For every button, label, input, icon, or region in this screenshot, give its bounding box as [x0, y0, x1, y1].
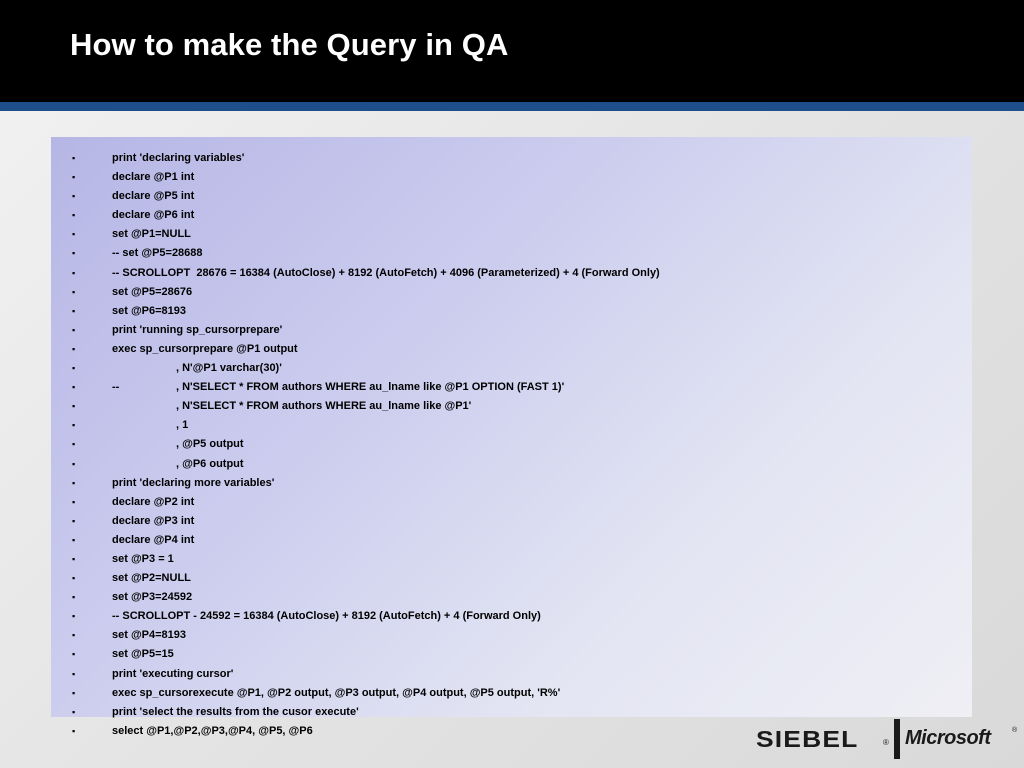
- bullet-icon: ▪: [72, 515, 76, 526]
- bullet-icon: ▪: [72, 382, 76, 393]
- bullet-icon: ▪: [72, 439, 76, 450]
- bullet-icon: ▪: [72, 649, 76, 660]
- code-line-text: print 'executing cursor': [112, 667, 234, 680]
- bullet-icon: ▪: [72, 687, 76, 698]
- code-line-text: declare @P5 int: [112, 190, 195, 203]
- code-line-text: set @P3=24592: [112, 591, 193, 604]
- code-line-text: -- SCROLLOPT - 24592 = 16384 (AutoClose) + 8192 (AutoFetch) + 4 (Forward Only): [112, 610, 541, 623]
- bullet-icon: ▪: [72, 324, 76, 335]
- code-line-param: , @P6 output: [176, 457, 244, 470]
- header-stripe: [0, 102, 1024, 111]
- bullet-icon: ▪: [72, 191, 76, 202]
- code-line-param: , @P5 output: [176, 438, 244, 451]
- code-line-text: set @P6=8193: [112, 304, 187, 317]
- bullet-icon: ▪: [72, 153, 76, 163]
- code-line-text: set @P5=28676: [112, 285, 193, 298]
- code-line-text: print 'declaring variables': [112, 152, 245, 164]
- siebel-microsoft-logo: [756, 716, 1018, 762]
- code-line-text: declare @P6 int: [112, 209, 195, 222]
- code-line-text: set @P4=8193: [112, 629, 187, 642]
- bullet-icon: ▪: [72, 229, 76, 240]
- bullet-icon: ▪: [72, 534, 76, 545]
- code-line-text: set @P3 = 1: [112, 552, 174, 565]
- microsoft-logo-text: Microsoft: [905, 727, 991, 749]
- bullet-icon: ▪: [72, 592, 76, 603]
- code-line-text: -- SCROLLOPT 28676 = 16384 (AutoClose) + 8192 (AutoFetch) + 4096 (Parameterized) + 4 (Forward Only): [112, 266, 660, 279]
- bullet-icon: ▪: [72, 496, 76, 507]
- bullet-icon: ▪: [72, 267, 76, 278]
- bullet-icon: ▪: [72, 573, 76, 584]
- code-line-text: set @P5=15: [112, 648, 174, 661]
- bullet-icon: ▪: [72, 343, 76, 354]
- microsoft-registered-mark: ®: [1012, 727, 1018, 734]
- logo-divider: [894, 719, 900, 759]
- code-line-param: , N'@P1 varchar(30)': [176, 362, 282, 375]
- siebel-registered-mark: ®: [883, 738, 889, 747]
- code-line-param: , N'SELECT * FROM authors WHERE au_lname like @P1 OPTION (FAST 1)': [176, 381, 565, 394]
- code-line-text: set @P1=NULL: [112, 228, 191, 241]
- code-line-text: print 'running sp_cursorprepare': [112, 323, 283, 336]
- bullet-icon: ▪: [72, 725, 76, 736]
- bullet-icon: ▪: [72, 305, 76, 316]
- code-line-text: print 'declaring more variables': [112, 476, 275, 489]
- bullet-icon: ▪: [72, 286, 76, 297]
- code-line-text: -- set @P5=28688: [112, 247, 203, 260]
- bullet-icon: ▪: [72, 401, 76, 412]
- bullet-icon: ▪: [72, 248, 76, 259]
- code-line-param: , N'SELECT * FROM authors WHERE au_lname like @P1': [176, 400, 472, 413]
- code-line-text: declare @P3 int: [112, 514, 195, 527]
- bullet-icon: ▪: [72, 363, 76, 374]
- bullet-icon: ▪: [72, 630, 76, 641]
- code-line-param: , 1: [176, 419, 189, 432]
- code-line-text: set @P2=NULL: [112, 572, 191, 585]
- code-line-text: print 'select the results from the cusor execute': [112, 705, 359, 718]
- code-line-text: --: [112, 381, 120, 394]
- code-line-text: exec sp_cursorprepare @P1 output: [112, 342, 298, 355]
- bullet-icon: ▪: [72, 172, 76, 183]
- code-line-text: select @P1,@P2,@P3,@P4, @P5, @P6: [112, 724, 313, 737]
- code-line-text: declare @P4 int: [112, 533, 195, 546]
- bullet-icon: ▪: [72, 420, 76, 431]
- code-line-text: exec sp_cursorexecute @P1, @P2 output, @P3 output, @P4 output, @P5 output, 'R%': [112, 686, 561, 699]
- bullet-icon: ▪: [72, 668, 76, 679]
- bullet-icon: ▪: [72, 611, 76, 622]
- code-line-text: declare @P1 int: [112, 171, 195, 184]
- slide-title: How to make the Query in QA: [70, 27, 509, 62]
- code-line-text: declare @P2 int: [112, 495, 195, 508]
- bullet-icon: ▪: [72, 210, 76, 221]
- bullet-icon: ▪: [72, 477, 76, 488]
- bullet-icon: ▪: [72, 706, 76, 717]
- bullet-icon: ▪: [72, 553, 76, 564]
- bullet-icon: ▪: [72, 458, 76, 469]
- siebel-logo-text: SIEBEL: [756, 726, 859, 752]
